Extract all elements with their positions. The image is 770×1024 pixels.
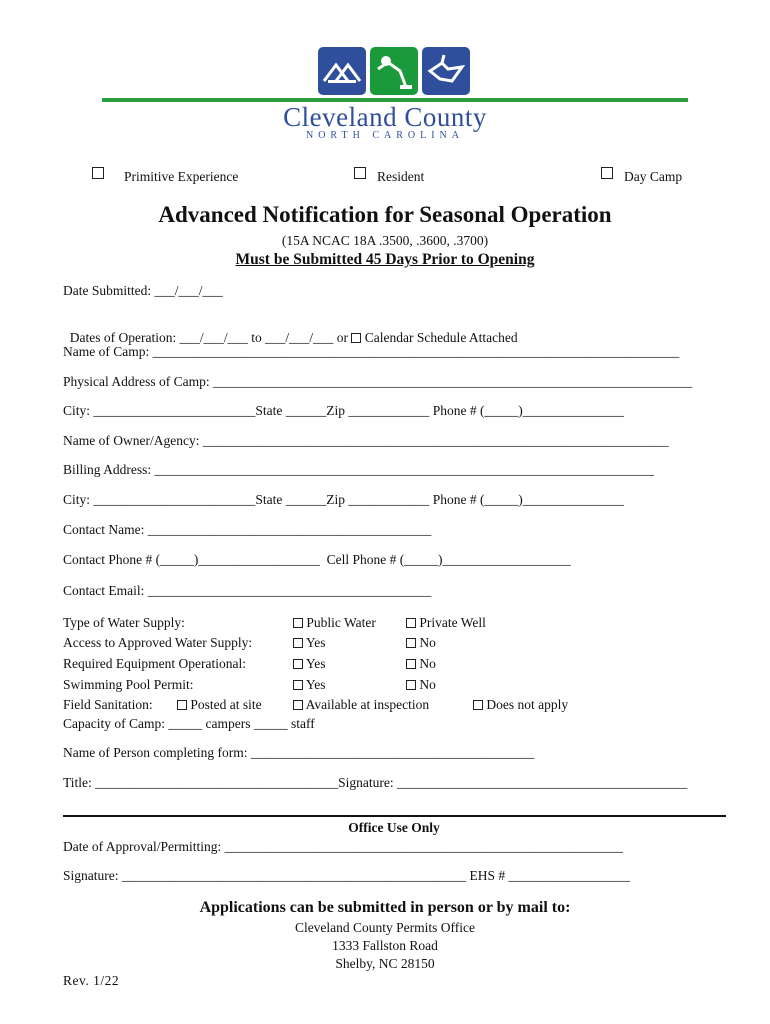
sanitation-not-apply[interactable]: [473, 697, 568, 713]
physical-address-field[interactable]: Physical Address of Camp: _______________________________________________________________________: [63, 374, 693, 389]
calendar-label: Calendar Schedule Attached: [361, 330, 518, 345]
label-resident: Resident: [377, 169, 425, 184]
office-signature-field[interactable]: Signature: ___________________________________________________ EHS # __________________: [63, 868, 630, 883]
checkbox-day-camp[interactable]: [601, 165, 613, 183]
office-heading: Office Use Only: [348, 820, 440, 835]
label-primitive: Primitive Experience: [124, 169, 239, 184]
sanitation-available[interactable]: [293, 697, 429, 713]
regulation-subtitle: (15A NCAC 18A .3500, .3600, .3700): [281, 233, 489, 248]
person-completing-field[interactable]: Name of Person completing form: __________________________________________: [63, 745, 535, 760]
checkbox-primitive[interactable]: [92, 165, 104, 183]
logo-tile-crane: [370, 47, 418, 95]
water-supply-label: Type of Water Supply:: [63, 615, 185, 630]
access-yes-checkbox[interactable]: [293, 638, 303, 648]
logo-tile-house: [318, 47, 366, 95]
posted-label: Posted at site: [190, 697, 262, 712]
billing-address-field[interactable]: Billing Address: __________________________________________________________________________: [63, 462, 655, 477]
logo-name: Cleveland County: [283, 102, 487, 132]
approval-field[interactable]: Date of Approval/Permitting: ___________________________________________________________: [63, 839, 623, 854]
sanitation-posted[interactable]: [177, 697, 262, 713]
city-field-2[interactable]: City: ________________________State ______Zip ____________ Phone # (_____)_______________: [63, 492, 624, 507]
crane-icon: [370, 47, 418, 95]
access-no[interactable]: [406, 635, 436, 651]
title-signature-field[interactable]: Title: ____________________________________Signature: ___________________________________________: [63, 775, 688, 790]
city-field-1[interactable]: City: ________________________State ______Zip ____________ Phone # (_____)_______________: [63, 403, 624, 418]
dates-of-operation-field[interactable]: [63, 314, 518, 346]
access-yes-label: Yes: [305, 635, 326, 650]
private-well-label: Private Well: [419, 615, 486, 630]
revision-label: Rev. 1/22: [63, 973, 120, 988]
not-apply-label: Does not apply: [486, 697, 569, 712]
contact-phone-field[interactable]: Contact Phone # (_____)__________________ Cell Phone # (_____)___________________: [63, 552, 571, 567]
contact-email-field[interactable]: Contact Email: __________________________________________: [63, 583, 432, 598]
access-label: Access to Approved Water Supply:: [63, 635, 253, 650]
posted-checkbox[interactable]: [177, 700, 187, 710]
equipment-no-checkbox[interactable]: [406, 659, 416, 669]
office-city: Shelby, NC 28150: [335, 956, 435, 971]
contact-name-field[interactable]: Contact Name: __________________________________________: [63, 522, 432, 537]
calendar-checkbox[interactable]: [351, 333, 361, 343]
dates-of-operation-text: Dates of Operation: ___/___/___ to ___/___/___ or: [69, 330, 352, 345]
date-submitted-field[interactable]: Date Submitted: ___/___/___: [63, 283, 223, 298]
available-label: Available at inspection: [305, 697, 430, 712]
public-water-label: Public Water: [306, 615, 376, 630]
logo-subtitle: NORTH CAROLINA: [305, 130, 464, 141]
sanitation-label: Field Sanitation:: [63, 697, 153, 712]
name-of-camp-field[interactable]: Name of Camp: ______________________________________________________________________________: [63, 344, 680, 359]
office-rule: [63, 815, 726, 817]
access-yes[interactable]: [293, 635, 326, 651]
house-icon: [318, 47, 366, 95]
pool-yes-checkbox[interactable]: [293, 680, 303, 690]
pool-yes[interactable]: [293, 677, 326, 693]
access-no-checkbox[interactable]: [406, 638, 416, 648]
equipment-yes[interactable]: [293, 656, 326, 672]
equipment-label: Required Equipment Operational:: [63, 656, 246, 671]
pool-no-checkbox[interactable]: [406, 680, 416, 690]
pool-label: Swimming Pool Permit:: [63, 677, 194, 692]
office-name: Cleveland County Permits Office: [294, 920, 476, 935]
equipment-yes-checkbox[interactable]: [293, 659, 303, 669]
pool-yes-label: Yes: [305, 677, 326, 692]
pool-no[interactable]: [406, 677, 436, 693]
submission-notice: Must be Submitted 45 Days Prior to Opening: [235, 251, 535, 268]
capacity-field[interactable]: Capacity of Camp: _____ campers _____ staff: [63, 716, 315, 731]
checkbox-resident[interactable]: [354, 165, 366, 183]
equipment-no-label: No: [419, 656, 436, 671]
private-well-checkbox[interactable]: [406, 618, 416, 628]
water-supply-opt2[interactable]: [406, 615, 486, 631]
bird-icon: [422, 47, 470, 95]
available-checkbox[interactable]: [293, 700, 303, 710]
label-day-camp: Day Camp: [624, 169, 683, 184]
equipment-yes-label: Yes: [305, 656, 326, 671]
pool-no-label: No: [419, 677, 436, 692]
not-apply-checkbox[interactable]: [473, 700, 483, 710]
equipment-no[interactable]: [406, 656, 436, 672]
water-supply-opt1[interactable]: [293, 615, 376, 631]
logo-tile-bird: [422, 47, 470, 95]
submission-heading: Applications can be submitted in person or by mail to:: [199, 899, 571, 916]
page-title: Advanced Notification for Seasonal Operation: [158, 202, 612, 227]
office-street: 1333 Fallston Road: [332, 938, 438, 953]
public-water-checkbox[interactable]: [293, 618, 303, 628]
access-no-label: No: [419, 635, 436, 650]
owner-agency-field[interactable]: Name of Owner/Agency: _____________________________________________________________________: [63, 433, 669, 448]
